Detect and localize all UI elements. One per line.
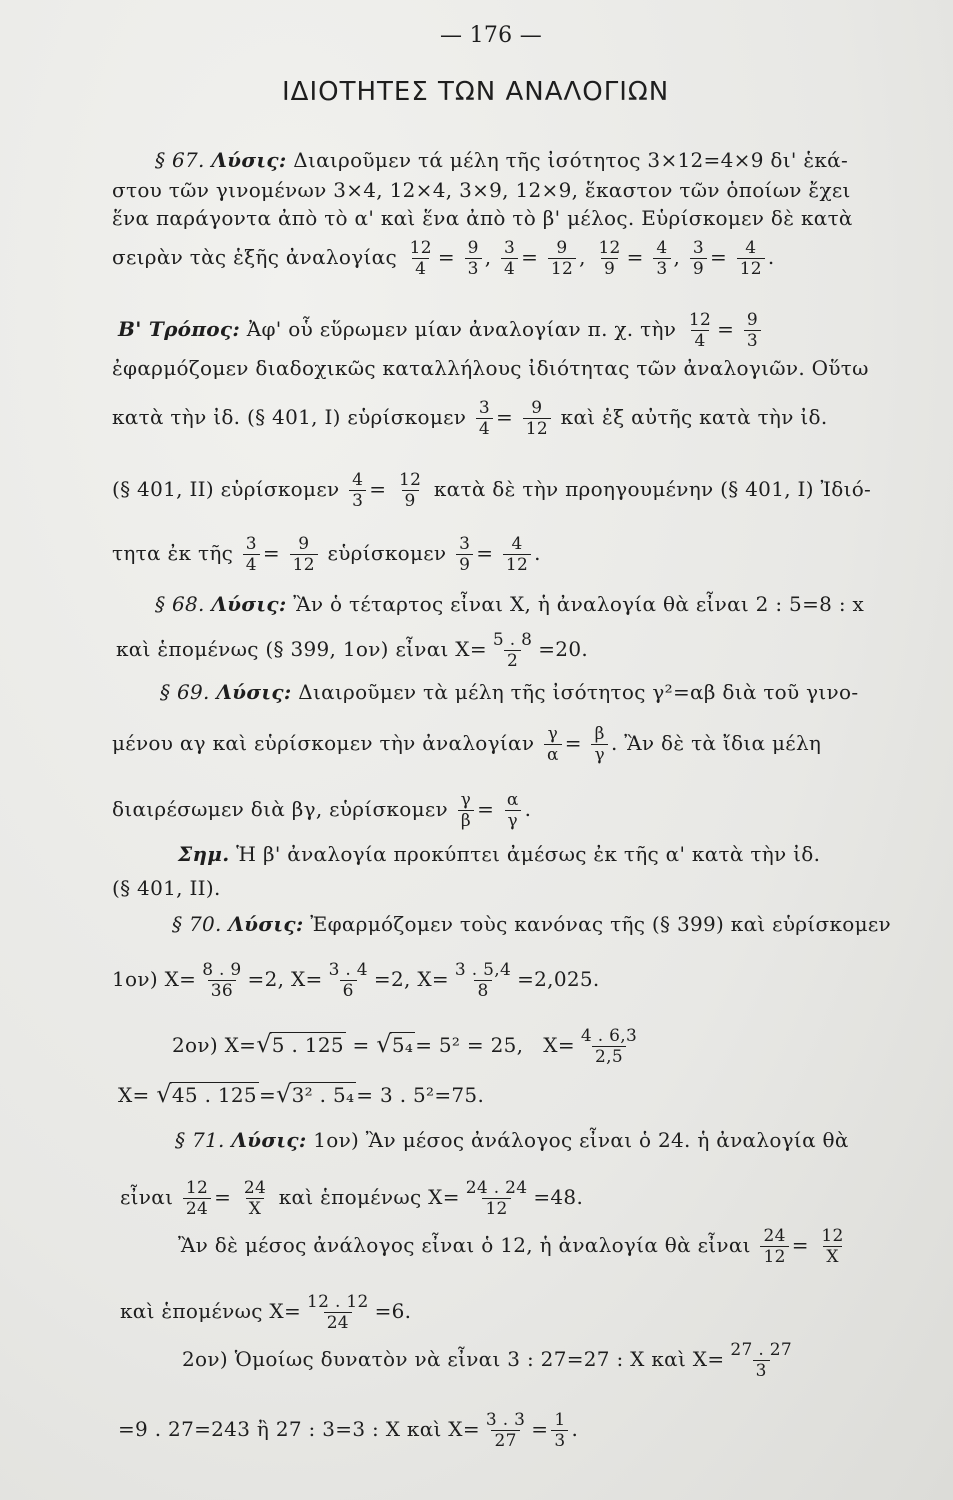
- s71-text-2b: καὶ ἑπομένως X=: [278, 1185, 460, 1209]
- frac-den: 3: [465, 258, 482, 279]
- frac-den: 9: [402, 490, 419, 511]
- s69-text-3: διαιρέσωμεν διὰ βγ, εὑρίσκομεν: [112, 797, 448, 821]
- s67-text-5: Ἀφ' οὗ εὕρωμεν μίαν ἀναλογίαν π. χ. τὴν: [246, 317, 677, 341]
- frac-den: β: [458, 810, 474, 831]
- s69-line-3: διαιρέσωμεν διὰ βγ, εὑρίσκομεν $\frac{\gamma}{\beta}$ = $\frac{\alpha}{\gamma}$ .: [112, 790, 532, 831]
- s70-rres2: = 3 . 5²=75.: [356, 1083, 485, 1107]
- s67-line-8: (§ 401, II) εὑρίσκομεν $\frac{4}{3}$ = $\frac{12}{9}$ κατὰ δὲ τὴν προηγουμένην (§ 401, I) Ἰδιό-: [112, 470, 872, 511]
- s71-r2: =6.: [374, 1299, 412, 1323]
- s69-line-2: μένου αγ καὶ εὑρίσκομεν τὴν ἀναλογίαν $\frac{\gamma}{\alpha}$ = $\frac{\beta}{\gamma}$ . Ἂν δὲ τὰ ἴδια μέλη: [112, 724, 822, 765]
- frac-num: 9: [556, 238, 568, 258]
- frac-den: 4: [243, 554, 260, 575]
- frac-den: 12: [737, 258, 765, 279]
- frac-num: 3 . 3: [485, 1410, 526, 1430]
- frac-den: 12: [290, 554, 318, 575]
- s71-line-2: εἶναι $\frac{12}{24}$ = $\frac{24}{X}$ καὶ ἑπομένως X= $\frac{24 . 24}{12}$ =48.: [120, 1178, 584, 1219]
- frac-num: β: [594, 724, 605, 744]
- s68-line-1: [155, 592, 864, 616]
- s67-line-5: Β' Τρόπος: Ἀφ' οὗ εὕρωμεν μίαν ἀναλογίαν π. χ. τὴν $\frac{12}{4}$ = $\frac{9}{3}$: [118, 310, 764, 351]
- frac-num: 12: [185, 1178, 209, 1198]
- s71-text-2a: εἶναι: [120, 1185, 174, 1209]
- s67-text-9a: τητα ἐκ τῆς: [112, 541, 234, 565]
- s71-text-1: 1ον) Ἂν μέσος ἀνάλογος εἶναι ὁ 24. ἡ ἀναλογία θὰ: [313, 1128, 849, 1152]
- page-number: — 176 —: [440, 23, 543, 48]
- s71-line-4: [120, 1292, 411, 1333]
- frac-den: γ: [591, 744, 607, 765]
- s70-r1: =2,: [247, 967, 285, 991]
- s67-line-9: τητα ἐκ τῆς $\frac{3}{4}$ = $\frac{9}{12}$ εὑρίσκομεν $\frac{3}{9}$ = $\frac{4}{12}$ .: [112, 534, 541, 575]
- frac-num: 4: [352, 470, 364, 490]
- frac-num: 8 . 9: [202, 960, 242, 980]
- s67-text-8a: (§ 401, II) εὑρίσκομεν: [112, 477, 340, 501]
- frac-den: 3: [349, 490, 366, 511]
- frac-num: 4: [745, 238, 757, 258]
- s70-text-1: Ἐφαρμόζομεν τοὺς κανόνας τῆς (§ 399) καὶ εὑρίσκομεν: [310, 912, 892, 936]
- frac-num: 12: [598, 238, 621, 258]
- s71-line-5: [182, 1340, 798, 1381]
- radicand: 3² . 5₄: [291, 1083, 355, 1107]
- frac-num: 27 . 27: [730, 1340, 792, 1360]
- s68-line-2: [116, 630, 588, 671]
- s68-text-2: καὶ ἑπομένως (§ 399, 1ον) εἶναι X=: [116, 637, 487, 661]
- frac-den: 12: [503, 554, 531, 575]
- frac-den: γ: [505, 810, 521, 831]
- s68-text-1: Ἂν ὁ τέταρτος εἶναι X, ἡ ἀναλογία θὰ εἶναι 2 : 5=8 : x: [293, 592, 865, 616]
- s70-rres: = 5² = 25,: [415, 1033, 524, 1057]
- frac-num: 9: [467, 238, 479, 258]
- frac-den: 4: [691, 330, 708, 351]
- s70-line-3: 2ον) X=√5 . 125 = √5₄ = 5² = 25, X= $\frac{4 . 6,3}{2,5}$: [172, 1026, 643, 1067]
- radicand: 5₄: [391, 1033, 414, 1057]
- frac-den: 36: [208, 980, 236, 1001]
- frac-num: 4 . 6,3: [580, 1026, 638, 1046]
- s68-label: § 68.: [155, 592, 205, 616]
- frac-num: 24: [243, 1178, 267, 1198]
- frac-num: 9: [298, 534, 310, 554]
- frac-den: 27: [491, 1430, 519, 1451]
- frac-num: 3: [692, 238, 704, 258]
- s71-text-4: καὶ ἑπομένως X=: [120, 1299, 302, 1323]
- frac-den: 4: [501, 258, 518, 279]
- frac-den: 9: [456, 554, 473, 575]
- s69-text-4: Ἡ β' ἀναλογία προκύπτει ἀμέσως ἐκ τῆς α' κατὰ τὴν ἰδ.: [236, 842, 821, 866]
- s69-line-1: [160, 680, 858, 704]
- radicand: 5 . 125: [271, 1033, 344, 1057]
- s67-line-6: ἐφαρμόζομεν διαδοχικῶς καταλλήλους ἰδιότητας τῶν ἀναλογιῶν. Οὕτω: [112, 356, 869, 380]
- frac-den: 12: [760, 1246, 788, 1267]
- s69-line-4: [178, 842, 820, 866]
- frac-den: 3: [744, 330, 761, 351]
- frac-den: 9: [601, 258, 618, 279]
- s67-line-4: σειρὰν τὰς ἑξῆς ἀναλογίας $\frac{12}{4}$ = $\frac{9}{3}$ , $\frac{3}{4}$ = $\frac{9}{12}$ , $\frac{12}{9}$ = $\frac{4}{3}$ , $\frac{3}{9}$ = $\frac{4}{12}$ .: [112, 238, 775, 279]
- frac-den: X: [823, 1246, 841, 1267]
- frac-num: 3: [504, 238, 516, 258]
- frac-num: 3 . 4: [328, 960, 368, 980]
- s70-line-4: X= √45 . 125 =√3² . 5₄ = 3 . 5²=75.: [118, 1080, 485, 1108]
- s69-text-1: Διαιροῦμεν τὰ μέλη τῆς ἰσότητος γ²=αβ διὰ τοῦ γινο-: [298, 680, 859, 704]
- s70-line-1: [172, 912, 891, 936]
- frac-num: 3: [478, 398, 491, 418]
- frac-den: 3: [653, 258, 670, 279]
- s67-text-7a: κατὰ τὴν ἰδ. (§ 401, I) εὑρίσκομεν: [112, 405, 467, 429]
- s71-lysis: Λύσις:: [231, 1128, 307, 1152]
- s69-text-2b: . Ἂν δὲ τὰ ἴδια μέλη: [610, 731, 822, 755]
- frac-den: 3: [551, 1430, 568, 1451]
- s69-lysis: Λύσις:: [216, 680, 292, 704]
- frac-den: 4: [476, 418, 493, 439]
- radicand: 45 . 125: [171, 1083, 257, 1107]
- s68-result: =20.: [538, 637, 589, 661]
- frac-den: 4: [412, 258, 429, 279]
- frac-den: α: [544, 744, 562, 765]
- s70-first: 1ον): [112, 967, 158, 991]
- frac-num: γ: [460, 790, 472, 810]
- b-tropos: Β' Τρόπος:: [118, 317, 241, 341]
- frac-num: 12: [398, 470, 422, 490]
- frac-num: 3: [459, 534, 471, 554]
- frac-den: 9: [690, 258, 707, 279]
- frac-num: 1: [554, 1410, 566, 1430]
- s67-text-4: σειρὰν τὰς ἑξῆς ἀναλογίας: [112, 245, 397, 269]
- s70-label: § 70.: [172, 912, 222, 936]
- frac-num: 4: [656, 238, 668, 258]
- chapter-title: ΙΔΙΟΤΗΤΕΣ ΤΩΝ ΑΝΑΛΟΓΙΩΝ: [282, 77, 670, 107]
- frac-den: 6: [340, 980, 357, 1001]
- s70-r2: =2,: [373, 967, 411, 991]
- frac-num: 3: [245, 534, 257, 554]
- s67-text-7b: καὶ ἐξ αὐτῆς κατὰ τὴν ἰδ.: [560, 405, 828, 429]
- s67-text-9b: εὑρίσκομεν: [327, 541, 447, 565]
- s71-text-3: Ἂν δὲ μέσος ἀνάλογος εἶναι ὁ 12, ἡ ἀναλογία θὰ εἶναι: [178, 1233, 751, 1257]
- frac-den: 24: [324, 1312, 352, 1333]
- s71-label: § 71.: [175, 1128, 225, 1152]
- s71-line-6: =9 . 27=243 ἢ 27 : 3=3 : X καὶ X= $\frac{3 . 3}{27}$ = $\frac{1}{3}$ .: [118, 1410, 579, 1451]
- frac-den: 12: [548, 258, 576, 279]
- s70-r3: =2,025.: [517, 967, 600, 991]
- frac-num: 24: [763, 1226, 786, 1246]
- frac-num: 4: [511, 534, 523, 554]
- frac-num: 5 . 8: [492, 630, 533, 650]
- frac-den: 8: [474, 980, 491, 1001]
- frac-den: X: [246, 1198, 264, 1219]
- frac-num: 9: [746, 310, 758, 330]
- frac-num: 12: [821, 1226, 844, 1246]
- s71-text-6: =9 . 27=243 ἢ 27 : 3=3 : X καὶ X=: [118, 1417, 480, 1441]
- frac-den: 3: [753, 1360, 770, 1381]
- frac-num: 9: [531, 398, 543, 418]
- s67-lysis: Λύσις:: [211, 148, 287, 172]
- s67-line-3: ἕνα παράγοντα ἀπὸ τὸ α' καὶ ἕνα ἀπὸ τὸ β' μέλος. Εὑρίσκομεν δὲ κατὰ: [112, 206, 853, 230]
- s70-line-2: 1ον) X= $\frac{8 . 9}{36}$ =2, X= $\frac{3 . 4}{6}$ =2, X= $\frac{3 . 5,4}{8}$ =2,025.: [112, 960, 600, 1001]
- s69-note-label: Σημ.: [178, 842, 230, 866]
- frac-num: 12: [688, 310, 712, 330]
- s67-text-8b: κατὰ δὲ τὴν προηγουμένην (§ 401, I) Ἰδιό-: [433, 477, 872, 501]
- frac-num: 12 . 12: [307, 1292, 369, 1312]
- s71-r1: =48.: [533, 1185, 584, 1209]
- frac-num: α: [506, 790, 519, 810]
- s71-text-5: 2ον) Ὁμοίως δυνατὸν νὰ εἶναι 3 : 27=27 : X καὶ X=: [182, 1347, 725, 1371]
- s67-line-2: στου τῶν γινομένων 3×4, 12×4, 3×9, 12×9, ἕκαστον τῶν ὁποίων ἔχει: [112, 178, 851, 202]
- frac-num: 12: [409, 238, 432, 258]
- frac-num: 24 . 24: [465, 1178, 528, 1198]
- s67-line-7: κατὰ τὴν ἰδ. (§ 401, I) εὑρίσκομεν $\frac{3}{4}$ = $\frac{9}{12}$ καὶ ἐξ αὐτῆς κατὰ τὴν ἰδ.: [112, 398, 828, 439]
- s70-lysis: Λύσις:: [228, 912, 304, 936]
- s69-label: § 69.: [160, 680, 210, 704]
- s69-text-2a: μένου αγ καὶ εὑρίσκομεν τὴν ἀναλογίαν: [112, 731, 535, 755]
- frac-den: 2: [504, 650, 521, 671]
- frac-den: 12: [482, 1198, 510, 1219]
- s71-line-3: Ἂν δὲ μέσος ἀνάλογος εἶναι ὁ 12, ἡ ἀναλογία θὰ εἶναι $\frac{24}{12}$ = $\frac{12}{X}$: [178, 1226, 850, 1267]
- frac-den: 2,5: [592, 1046, 626, 1067]
- frac-den: 12: [523, 418, 551, 439]
- s71-line-1: [175, 1128, 849, 1152]
- frac-num: 3 . 5,4: [454, 960, 512, 980]
- s67-line-1: [155, 148, 848, 172]
- s69-line-5: (§ 401, II).: [112, 876, 221, 900]
- frac-den: 24: [183, 1198, 211, 1219]
- frac-num: γ: [547, 724, 559, 744]
- s68-lysis: Λύσις:: [211, 592, 287, 616]
- s67-text-1: Διαιροῦμεν τά μέλη τῆς ἰσότητος 3×12=4×9 δι' ἑκά-: [293, 148, 849, 172]
- s70-second: 2ον): [172, 1033, 218, 1057]
- s67-label: § 67.: [155, 148, 205, 172]
